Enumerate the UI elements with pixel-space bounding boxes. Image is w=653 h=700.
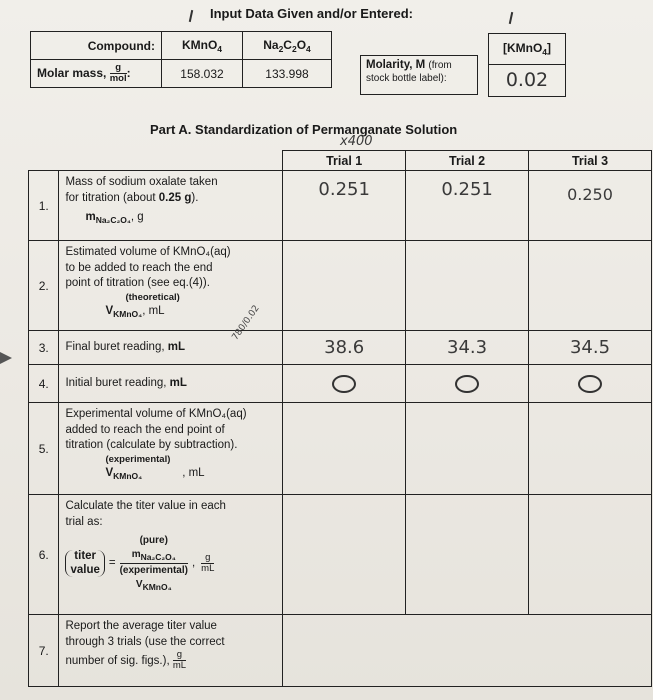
trial-3-cell[interactable] bbox=[529, 241, 652, 331]
row-description: Mass of sodium oxalate taken for titration (about 0.25 g). $m_{Na_2C_2O_4}$, g bbox=[59, 171, 283, 241]
row-description: Initial buret reading, mL bbox=[59, 365, 283, 403]
margin-note: 780/0.02 bbox=[230, 303, 262, 343]
trial-2-cell[interactable] bbox=[406, 403, 529, 495]
compound-kmno4: KMnO$_4$ bbox=[162, 32, 243, 60]
trial-1-cell[interactable]: 0.251 bbox=[283, 171, 406, 241]
trial-3-cell[interactable]: 0.250 bbox=[529, 171, 652, 241]
table-row bbox=[29, 171, 652, 241]
kmno4-concentration-value: 0.02 bbox=[505, 69, 549, 91]
trial-2-header: Trial 2 bbox=[406, 151, 529, 171]
row-number: 7. bbox=[29, 615, 59, 687]
table-row bbox=[29, 495, 652, 615]
trial-2-cell[interactable]: 34.3 bbox=[406, 331, 529, 365]
part-a-title: Part A. Standardization of Permanganate Solution bbox=[150, 122, 458, 137]
row-number: 6. bbox=[29, 495, 59, 615]
input-data-table bbox=[30, 31, 332, 88]
trial-1-header: Trial 1 bbox=[283, 151, 406, 171]
standardization-table bbox=[28, 150, 652, 687]
table-row bbox=[29, 403, 652, 495]
trial-3-cell[interactable] bbox=[529, 403, 652, 495]
table-row bbox=[29, 241, 652, 331]
zero-handwritten bbox=[406, 365, 528, 402]
trial-3-header: Trial 3 bbox=[529, 151, 652, 171]
zero-handwritten bbox=[283, 365, 405, 402]
trial-3-cell[interactable] bbox=[529, 365, 652, 403]
molar-mass-label: Molar mass, $\frac{g}{\text{mol}}$ : bbox=[31, 60, 162, 88]
row-number: 2. bbox=[29, 241, 59, 331]
compound-na2c2o4: $Na_2C_2O_4$ bbox=[243, 32, 332, 60]
molar-mass-na2c2o4: 133.998 bbox=[243, 60, 332, 88]
handwritten-multiplier: x400 bbox=[340, 134, 373, 149]
pen-mark bbox=[189, 10, 193, 22]
row-number: 5. bbox=[29, 403, 59, 495]
trial-1-cell[interactable] bbox=[283, 403, 406, 495]
pen-edge-shadow bbox=[0, 352, 12, 364]
molar-mass-kmno4: 158.032 bbox=[162, 60, 243, 88]
zero-circle bbox=[332, 375, 356, 393]
row-description: Experimental volume of KMnO₄(aq) added to reach the end point of titration (calculate by subtraction). (experimental) $V_{KMnO_4}$ , mL bbox=[59, 403, 283, 495]
row-number: 4. bbox=[29, 365, 59, 403]
trial-1-cell[interactable] bbox=[283, 241, 406, 331]
compound-label: Compound: bbox=[31, 32, 162, 60]
row-description: Report the average titer value through 3 trials (use the correct number of sig. figs.), $\frac{g}{mL}$ bbox=[59, 615, 283, 687]
row-number: 3. bbox=[29, 331, 59, 365]
table-row bbox=[29, 365, 652, 403]
zero-circle bbox=[578, 375, 602, 393]
trial-3-cell[interactable] bbox=[529, 495, 652, 615]
pen-mark bbox=[509, 12, 513, 24]
kmno4-molarity-box bbox=[488, 33, 566, 97]
kmno4-concentration-label: [KMnO$_4$] bbox=[489, 34, 565, 65]
zero-handwritten bbox=[529, 365, 651, 402]
input-data-title: Input Data Given and/or Entered: bbox=[210, 6, 413, 21]
table-row bbox=[29, 615, 652, 687]
trial-2-cell[interactable] bbox=[406, 241, 529, 331]
trial-3-cell[interactable]: 34.5 bbox=[529, 331, 652, 365]
average-titer-cell[interactable] bbox=[283, 615, 652, 687]
row-number: 1. bbox=[29, 171, 59, 241]
table-row bbox=[29, 331, 652, 365]
row-description: Calculate the titer value in each trial as: titer value = (pure) $m_{Na_2C_2O_4}$ (experimental) $V_{KMnO_4}$ , $\frac{g}{mL}$ bbox=[59, 495, 283, 615]
trial-1-cell[interactable] bbox=[283, 495, 406, 615]
trial-1-cell[interactable]: 38.6 bbox=[283, 331, 406, 365]
molarity-label-box: Molarity, M (from stock bottle label): bbox=[360, 55, 478, 95]
trial-2-cell[interactable]: 0.251 bbox=[406, 171, 529, 241]
trial-1-cell[interactable] bbox=[283, 365, 406, 403]
trial-2-cell[interactable] bbox=[406, 495, 529, 615]
trial-2-cell[interactable] bbox=[406, 365, 529, 403]
row-description: Final buret reading, mL bbox=[59, 331, 283, 365]
zero-circle bbox=[455, 375, 479, 393]
row-description: Estimated volume of KMnO₄(aq) to be added to reach the end point of titration (see eq.(4)). (theoretical) $V_{KMnO_4}$, mL bbox=[59, 241, 283, 331]
